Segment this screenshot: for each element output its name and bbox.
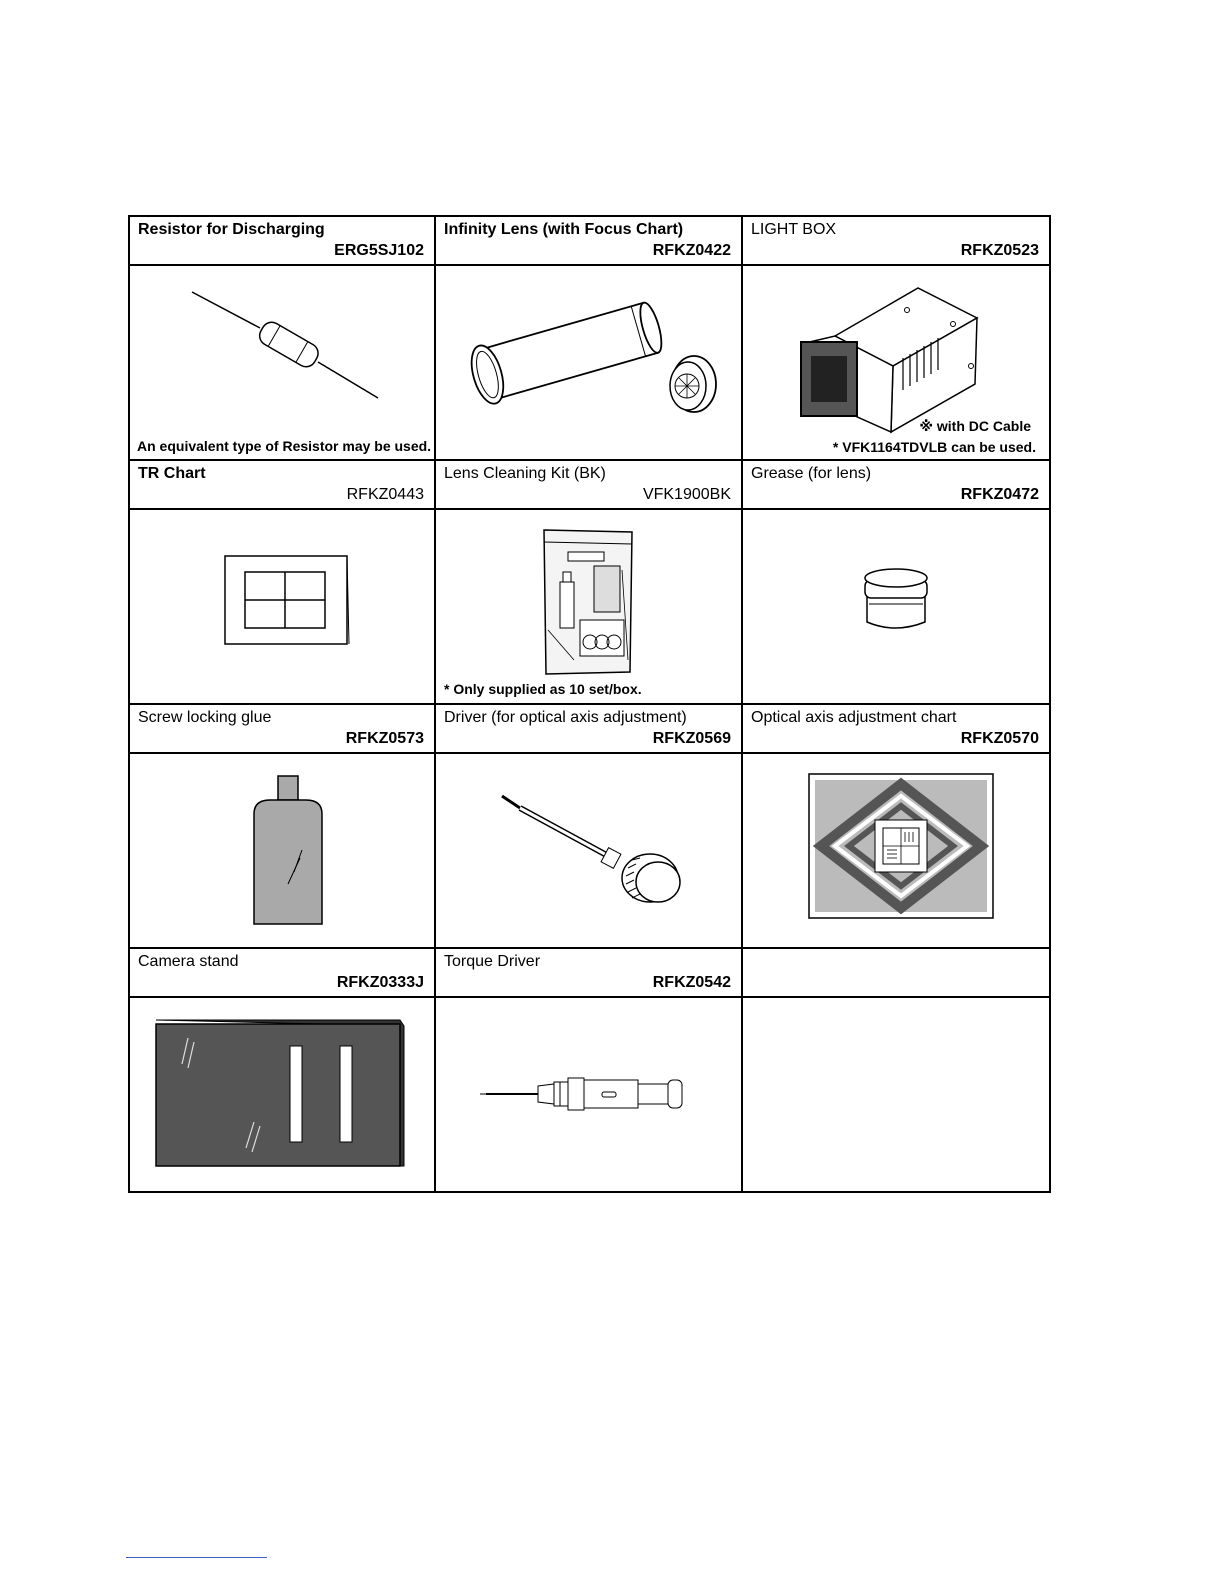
tool-part-number: RFKZ0472 [960,486,1039,503]
tool-image-cell-infinity-lens [435,265,742,460]
tool-name: Lens Cleaning Kit (BK) [444,465,606,482]
lens-cleaning-kit-icon [436,510,743,703]
tool-note: An equivalent type of Resistor may be used. [137,438,432,454]
torque-driver-icon [436,998,743,1191]
tool-name: LIGHT BOX [751,221,837,238]
tool-image-cell-empty [742,997,1050,1192]
service-tools-table [128,215,1051,1193]
tool-name: Torque Driver [444,953,541,970]
tool-image-cell-driver [435,753,742,948]
tool-name: Driver (for optical axis adjustment) [444,709,687,726]
tool-image-cell-camera-stand [129,997,435,1192]
tool-name: Infinity Lens (with Focus Chart) [444,221,684,238]
tool-image-cell-screw-locking-glue [129,753,435,948]
tool-note: * VFK1164TDVLB can be used. [832,439,1036,455]
tool-part-number: RFKZ0569 [652,730,731,747]
tool-image-cell-lens-cleaning-kit [435,509,742,704]
tool-image-cell-torque-driver [435,997,742,1192]
tool-header-tr-chart [129,460,435,509]
glue-bottle-icon [130,754,436,947]
tool-image-cell-light-box [742,265,1050,460]
tool-header-infinity-lens [435,216,742,265]
tool-name: TR Chart [138,465,206,482]
tool-part-number: ERG5SJ102 [334,242,424,259]
tool-header-screw-locking-glue [129,704,435,753]
grease-jar-icon [743,510,1051,703]
tr-chart-icon [130,510,436,703]
tool-part-number: RFKZ0422 [652,242,731,259]
tool-part-number: RFKZ0443 [346,486,424,503]
tool-part-number: RFKZ0333J [336,974,424,991]
resistor-icon [130,266,436,459]
optical-axis-chart-icon [743,754,1051,947]
tool-header-empty [742,948,1050,997]
tool-image-cell-resistor [129,265,435,460]
tool-name: Screw locking glue [138,709,272,726]
tool-image-cell-grease [742,509,1050,704]
tool-name: Optical axis adjustment chart [751,709,957,726]
tool-header-light-box [742,216,1050,265]
tool-part-number: VFK1900BK [642,486,731,503]
footer-divider [126,1557,267,1558]
tool-image-cell-tr-chart [129,509,435,704]
infinity-lens-icon [436,266,743,459]
tool-header-camera-stand [129,948,435,997]
tool-part-number: RFKZ0570 [960,730,1039,747]
tool-part-number: RFKZ0542 [652,974,731,991]
tool-part-number: RFKZ0523 [960,242,1039,259]
tool-header-grease [742,460,1050,509]
camera-stand-icon [130,998,436,1191]
tool-name: Camera stand [138,953,239,970]
tool-note: ※ with DC Cable [919,418,1031,434]
driver-icon [436,754,743,947]
tool-image-cell-optical-axis-chart [742,753,1050,948]
tool-part-number: RFKZ0573 [345,730,424,747]
tool-header-lens-cleaning-kit [435,460,742,509]
tool-name: Resistor for Discharging [138,221,325,238]
tool-header-torque-driver [435,948,742,997]
tool-header-optical-axis-chart [742,704,1050,753]
tool-header-resistor [129,216,435,265]
tool-name: Grease (for lens) [751,465,872,482]
tool-header-driver [435,704,742,753]
tool-note: * Only supplied as 10 set/box. [444,681,642,697]
